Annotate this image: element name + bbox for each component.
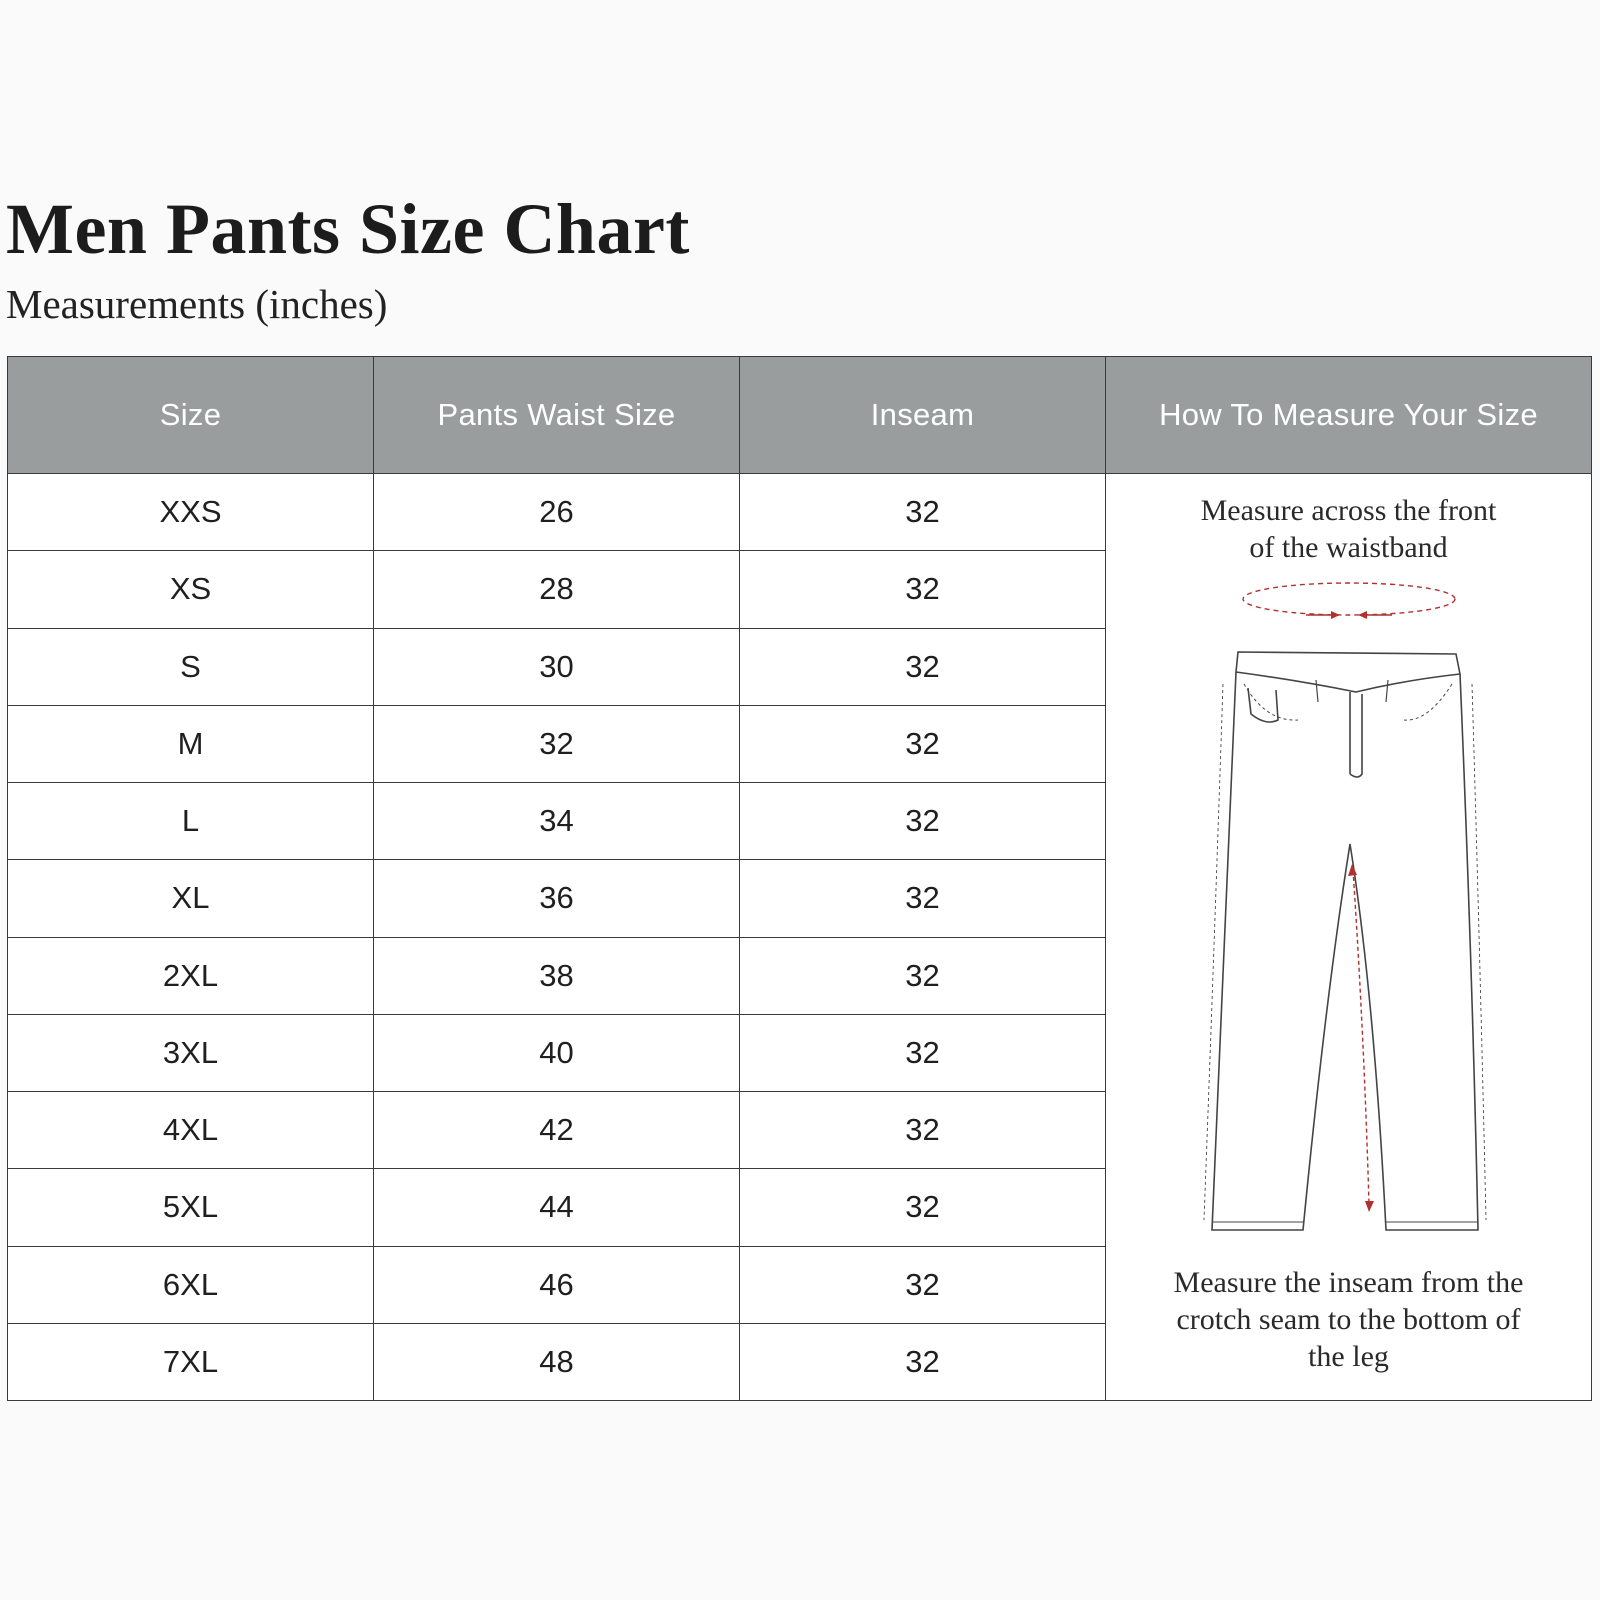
table-header-row	[8, 357, 1592, 474]
waist-instruction: Measure across the front of the waistband	[1200, 494, 1497, 564]
inseam-cell: 32	[740, 937, 1106, 1014]
page-title: Men Pants Size Chart	[6, 189, 690, 269]
waist-cell: 30	[374, 628, 740, 705]
inseam-cell: 32	[740, 1169, 1106, 1246]
waist-cell: 48	[374, 1323, 740, 1400]
size-cell: L	[8, 783, 374, 860]
inseam-cell: 32	[740, 474, 1106, 551]
waist-cell: 26	[374, 474, 740, 551]
size-cell: 5XL	[8, 1169, 374, 1246]
size-cell: 2XL	[8, 937, 374, 1014]
size-cell: XXS	[8, 474, 374, 551]
measure-guide-cell	[1106, 474, 1592, 1401]
size-cell: XL	[8, 860, 374, 937]
inseam-cell: 32	[740, 705, 1106, 782]
inseam-cell: 32	[740, 860, 1106, 937]
waist-measure-icon	[1243, 583, 1455, 619]
size-cell: 4XL	[8, 1092, 374, 1169]
waist-cell: 46	[374, 1246, 740, 1323]
header-inseam: Inseam	[740, 357, 1106, 474]
size-cell: 6XL	[8, 1246, 374, 1323]
inseam-cell: 32	[740, 783, 1106, 860]
header-how-to-measure: How To Measure Your Size	[1106, 357, 1592, 474]
size-cell: 7XL	[8, 1323, 374, 1400]
size-cell: 3XL	[8, 1014, 374, 1091]
size-cell: XS	[8, 551, 374, 628]
inseam-cell: 32	[740, 1014, 1106, 1091]
header-size: Size	[8, 357, 374, 474]
pants-diagram	[1106, 474, 1592, 1400]
inseam-cell: 32	[740, 1092, 1106, 1169]
table-row	[8, 474, 1592, 551]
header-waist: Pants Waist Size	[374, 357, 740, 474]
waist-cell: 34	[374, 783, 740, 860]
size-chart-table	[7, 356, 1592, 1401]
waist-cell: 40	[374, 1014, 740, 1091]
waist-cell: 28	[374, 551, 740, 628]
inseam-cell: 32	[740, 1323, 1106, 1400]
size-cell: M	[8, 705, 374, 782]
waist-cell: 38	[374, 937, 740, 1014]
waist-cell: 32	[374, 705, 740, 782]
inseam-instruction: Measure the inseam from the crotch seam to the bottom of the leg	[1173, 1266, 1524, 1373]
waist-cell: 36	[374, 860, 740, 937]
inseam-cell: 32	[740, 551, 1106, 628]
waist-cell: 42	[374, 1092, 740, 1169]
inseam-cell: 32	[740, 628, 1106, 705]
pants-outline-icon	[1204, 652, 1486, 1230]
page-subtitle: Measurements (inches)	[6, 281, 388, 327]
inseam-cell: 32	[740, 1246, 1106, 1323]
size-cell: S	[8, 628, 374, 705]
waist-cell: 44	[374, 1169, 740, 1246]
